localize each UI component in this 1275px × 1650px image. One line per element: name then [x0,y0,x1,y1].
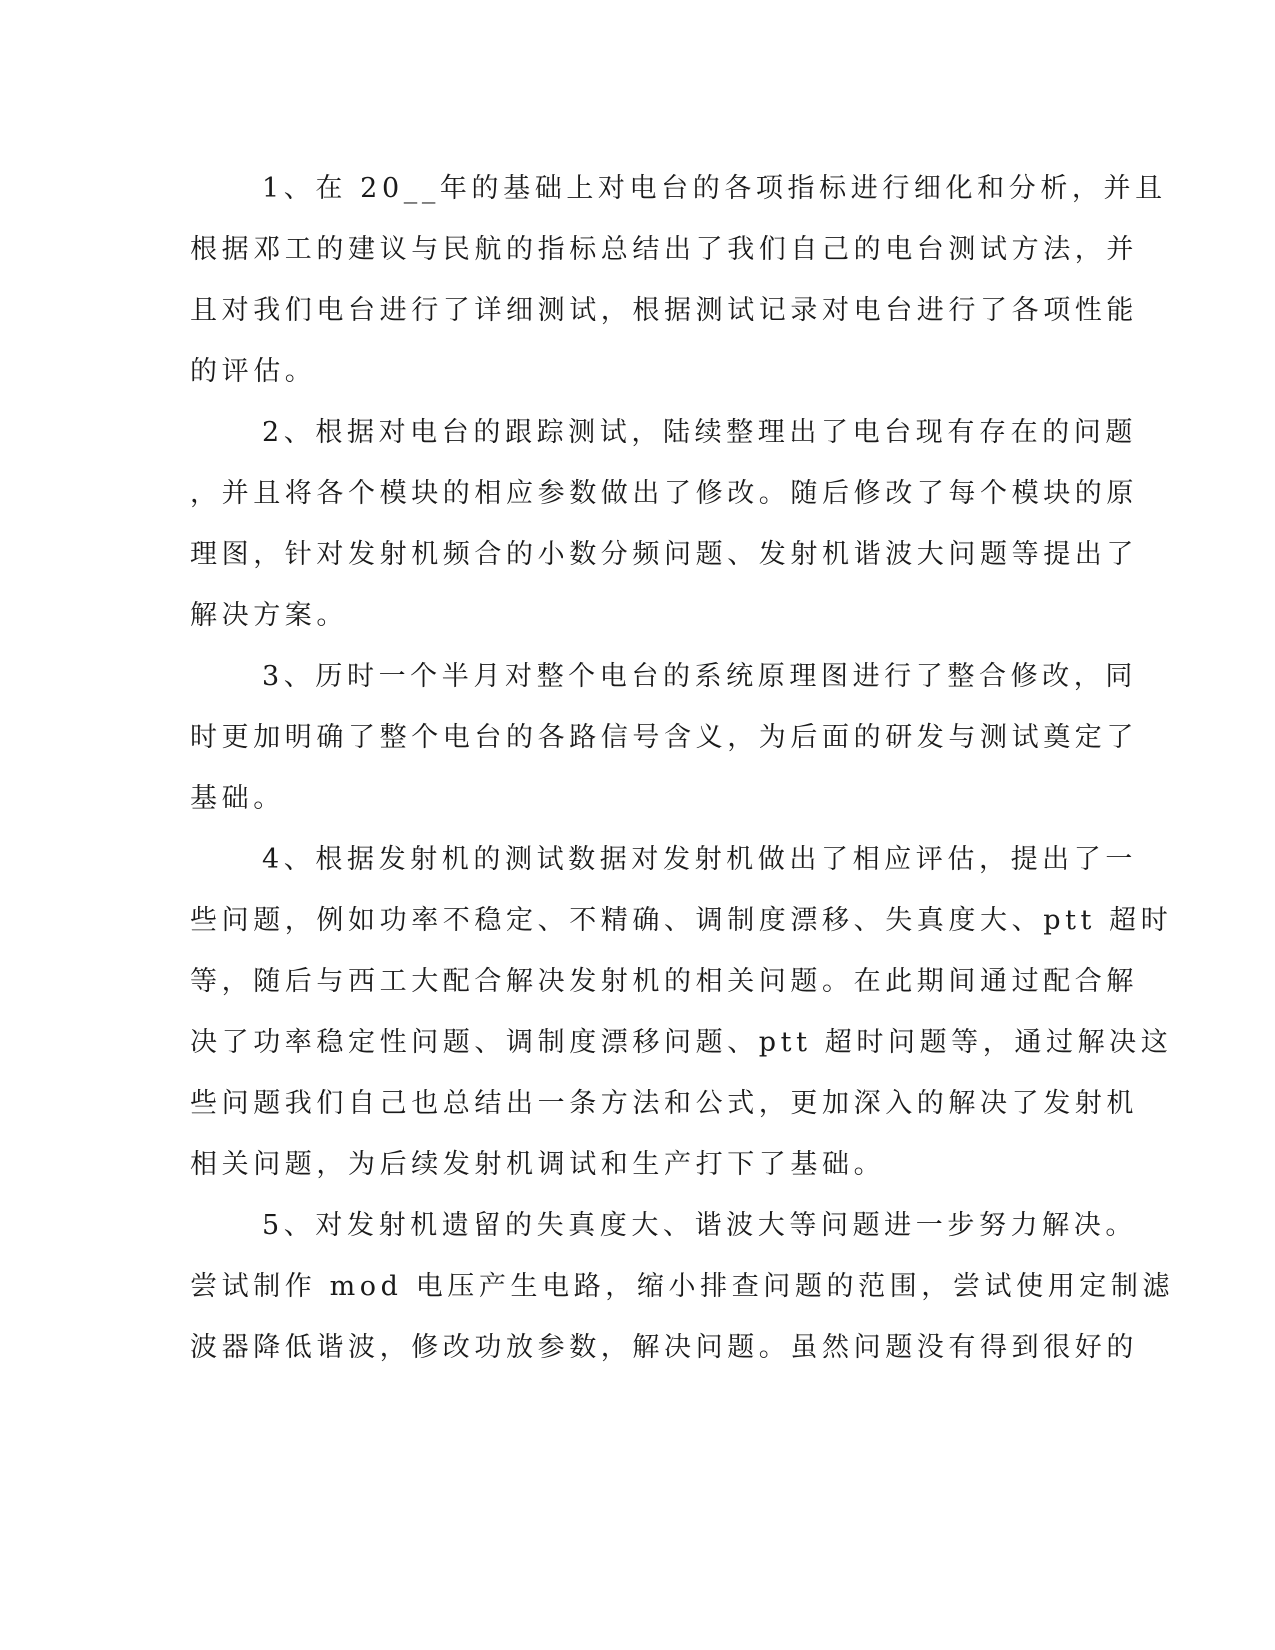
text-line: 5、对发射机遗留的失真度大、谐波大等问题进一步努力解决。 [262,1210,1137,1241]
text-line: 相关问题，为后续发射机调试和生产打下了基础。 [190,1149,886,1180]
text-line: 4、根据发射机的测试数据对发射机做出了相应评估，提出了一 [262,844,1137,875]
text-line: 理图，针对发射机频合的小数分频问题、发射机谐波大问题等提出了 [190,539,1138,570]
text-line: 时更加明确了整个电台的各路信号含义，为后面的研发与测试奠定了 [190,722,1138,753]
text-line: 2、根据对电台的跟踪测试，陆续整理出了电台现有存在的问题 [262,417,1137,448]
text-line: ，并且将各个模块的相应参数做出了修改。随后修改了每个模块的原 [190,478,1138,509]
text-line: 尝试制作 mod 电压产生电路，缩小排查问题的范围，尝试使用定制滤 [190,1271,1175,1302]
text-line: 根据邓工的建议与民航的指标总结出了我们自己的电台测试方法，并 [190,234,1138,265]
text-line: 些问题我们自己也总结出一条方法和公式，更加深入的解决了发射机 [190,1088,1138,1119]
text-line: 些问题，例如功率不稳定、不精确、调制度漂移、失真度大、ptt 超时 [190,905,1173,936]
text-line: 决了功率稳定性问题、调制度漂移问题、ptt 超时问题等，通过解决这 [190,1027,1173,1058]
text-line: 1、在 20__年的基础上对电台的各项指标进行细化和分析，并且 [262,173,1167,204]
text-line: 的评估。 [190,356,317,387]
text-line: 基础。 [190,783,285,814]
text-line: 波器降低谐波，修改功放参数，解决问题。虽然问题没有得到很好的 [190,1332,1138,1363]
text-line: 且对我们电台进行了详细测试，根据测试记录对电台进行了各项性能 [190,295,1138,326]
text-line: 等，随后与西工大配合解决发射机的相关问题。在此期间通过配合解 [190,966,1138,997]
text-line: 解决方案。 [190,600,348,631]
text-line: 3、历时一个半月对整个电台的系统原理图进行了整合修改，同 [262,661,1137,692]
document-body [190,158,1175,1378]
